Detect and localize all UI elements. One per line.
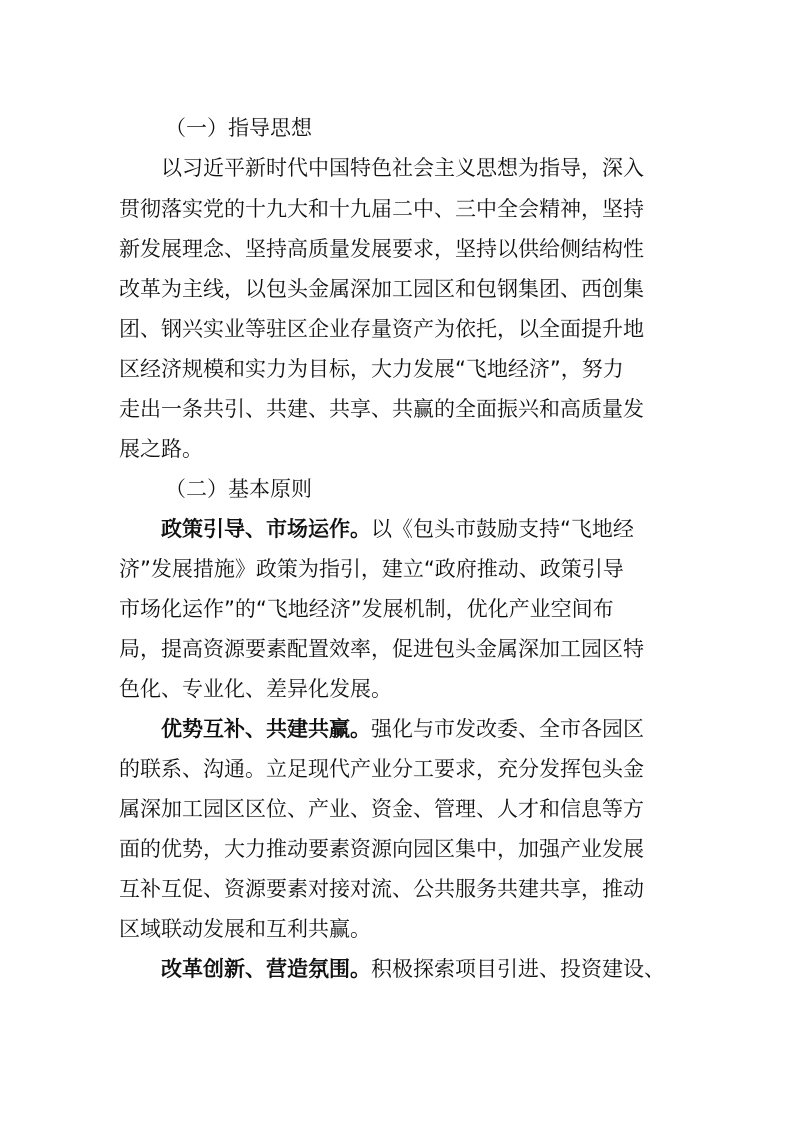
paragraph-line: 贯彻落实党的十九大和十九届二中、三中全会精神，坚持 xyxy=(119,197,644,221)
paragraph-line: 走出一条共引、共建、共享、共赢的全面振兴和高质量发 xyxy=(119,397,644,421)
principle-first-line xyxy=(161,949,691,989)
principle-text: 以《包头市鼓励支持“飞地经 xyxy=(371,517,634,541)
principle-title: 改革创新、营造氛围。 xyxy=(161,957,371,981)
paragraph-line: 色化、专业化、差异化发展。 xyxy=(119,677,392,701)
principle-title: 政策引导、市场运作。 xyxy=(161,517,371,541)
paragraph-line: 的联系、沟通。立足现代产业分工要求，充分发挥包头金 xyxy=(119,757,644,781)
paragraph-line: 改革为主线，以包头金属深加工园区和包钢集团、西创集 xyxy=(119,277,644,301)
principle-text: 积极探索项目引进、投资建设、 xyxy=(371,957,665,981)
paragraph-line: 济”发展措施》政策为指引，建立“政府推动、政策引导 xyxy=(119,557,624,581)
principle-first-line xyxy=(161,709,721,749)
paragraph-line: 市场化运作”的“飞地经济”发展机制，优化产业空间布 xyxy=(119,597,614,621)
paragraph-line: 区经济规模和实力为目标，大力发展“飞地经济”，努力 xyxy=(119,357,624,381)
principle-title: 优势互补、共建共赢。 xyxy=(161,717,371,741)
paragraph-line: 面的优势，大力推动要素资源向园区集中，加强产业发展 xyxy=(119,837,644,861)
paragraph-line: 新发展理念、坚持高质量发展要求，坚持以供给侧结构性 xyxy=(119,237,644,261)
paragraph-line: 区域联动发展和互利共赢。 xyxy=(119,917,371,941)
paragraph-line: 局，提高资源要素配置效率，促进包头金属深加工园区特 xyxy=(119,637,644,661)
paragraph-line: 属深加工园区区位、产业、资金、管理、人才和信息等方 xyxy=(119,797,644,821)
paragraph-line: 展之路。 xyxy=(119,437,203,461)
paragraph-line: 互补互促、资源要素对接对流、公共服务共建共享，推动 xyxy=(119,877,644,901)
section-heading-basic-principles: （二）基本原则 xyxy=(165,477,312,501)
section-heading-guiding-ideology: （一）指导思想 xyxy=(165,116,312,140)
paragraph-line: 以习近平新时代中国特色社会主义思想为指导，深入 xyxy=(161,156,644,180)
principle-first-line xyxy=(161,509,721,549)
paragraph-line: 团、钢兴实业等驻区企业存量资产为依托，以全面提升地 xyxy=(119,317,644,341)
principle-text: 强化与市发改委、全市各园区 xyxy=(371,717,644,741)
